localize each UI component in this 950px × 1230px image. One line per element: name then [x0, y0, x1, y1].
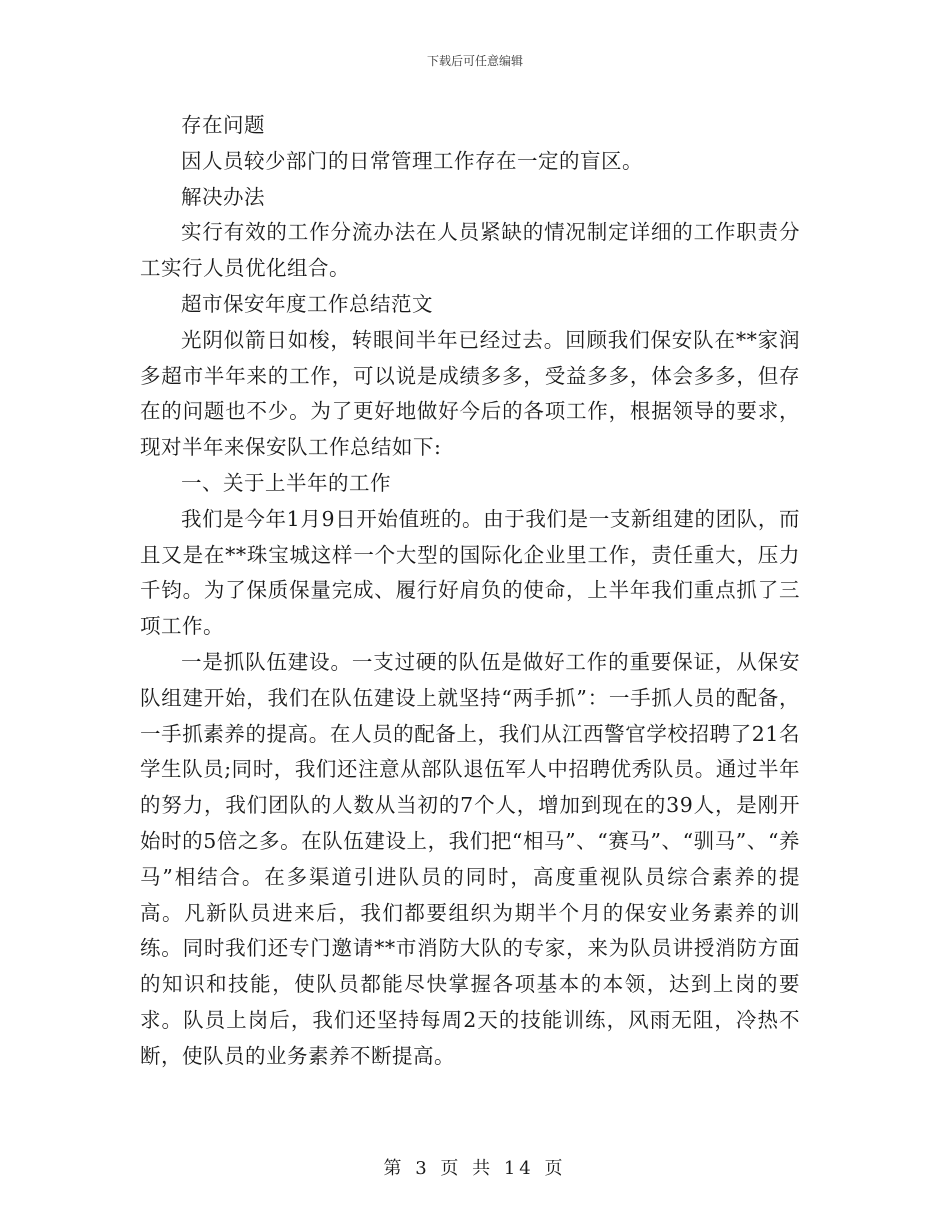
paragraph-problem-text: 因人员较少部门的日常管理工作存在一定的盲区。 [181, 148, 643, 173]
page-header-note: 下载后可任意编辑 [426, 54, 523, 68]
document-body [140, 108, 800, 1075]
section-heading-solution: 解决办法 [181, 184, 265, 209]
paragraph-intro: 光阴似箭日如梭，转眼间半年已经过去。回顾我们保安队在**家润多超市半年来的工作，可以说是成绩多多，受益多多，体会多多，但存在的问题也不少。为了更好地做好今后的各项工作，根据领导的要求，现对半年来保安队工作总结如下: [140, 327, 800, 460]
document-subtitle: 超市保安年度工作总结范文 [181, 291, 433, 316]
section-heading-first-half: 一、关于上半年的工作 [181, 470, 391, 495]
page-number-footer: 第 3 页 共 14 页 [383, 1158, 567, 1179]
paragraph-solution-text: 实行有效的工作分流办法在人员紧缺的情况制定详细的工作职责分工实行人员优化组合。 [140, 220, 800, 281]
paragraph-start-duty: 我们是今年1月9日开始值班的。由于我们是一支新组建的团队，而且又是在**珠宝城这样一个大型的国际化企业里工作，责任重大，压力千钧。为了保质保量完成、履行好肩负的使命，上半年我们重点抓了三项工作。 [140, 506, 800, 639]
paragraph-team-building: 一是抓队伍建设。一支过硬的队伍是做好工作的重要保证，从保安队组建开始，我们在队伍建设上就坚持“两手抓”：一手抓人员的配备，一手抓素养的提高。在人员的配备上，我们从江西警官学校招聘了21名学生队员;同时，我们还注意从部队退伍军人中招聘优秀队员。通过半年的努力，我们团队的人数从当初的7个人，增加到现在的39人，是刚开始时的5倍之多。在队伍建设上，我们把“相马”、“赛马”、“驯马”、“养马”相结合。在多渠道引进队员的同时，高度重视队员综合素养的提高。凡新队员进来后，我们都要组织为期半个月的保安业务素养的训练。同时我们还专门邀请**市消防大队的专家，来为队员讲授消防方面的知识和技能，使队员都能尽快掌握各项基本的本领，达到上岗的要求。队员上岗后，我们还坚持每周2天的技能训练，风雨无阻，冷热不断，使队员的业务素养不断提高。 [140, 649, 800, 1068]
section-heading-problem: 存在问题 [181, 113, 265, 137]
